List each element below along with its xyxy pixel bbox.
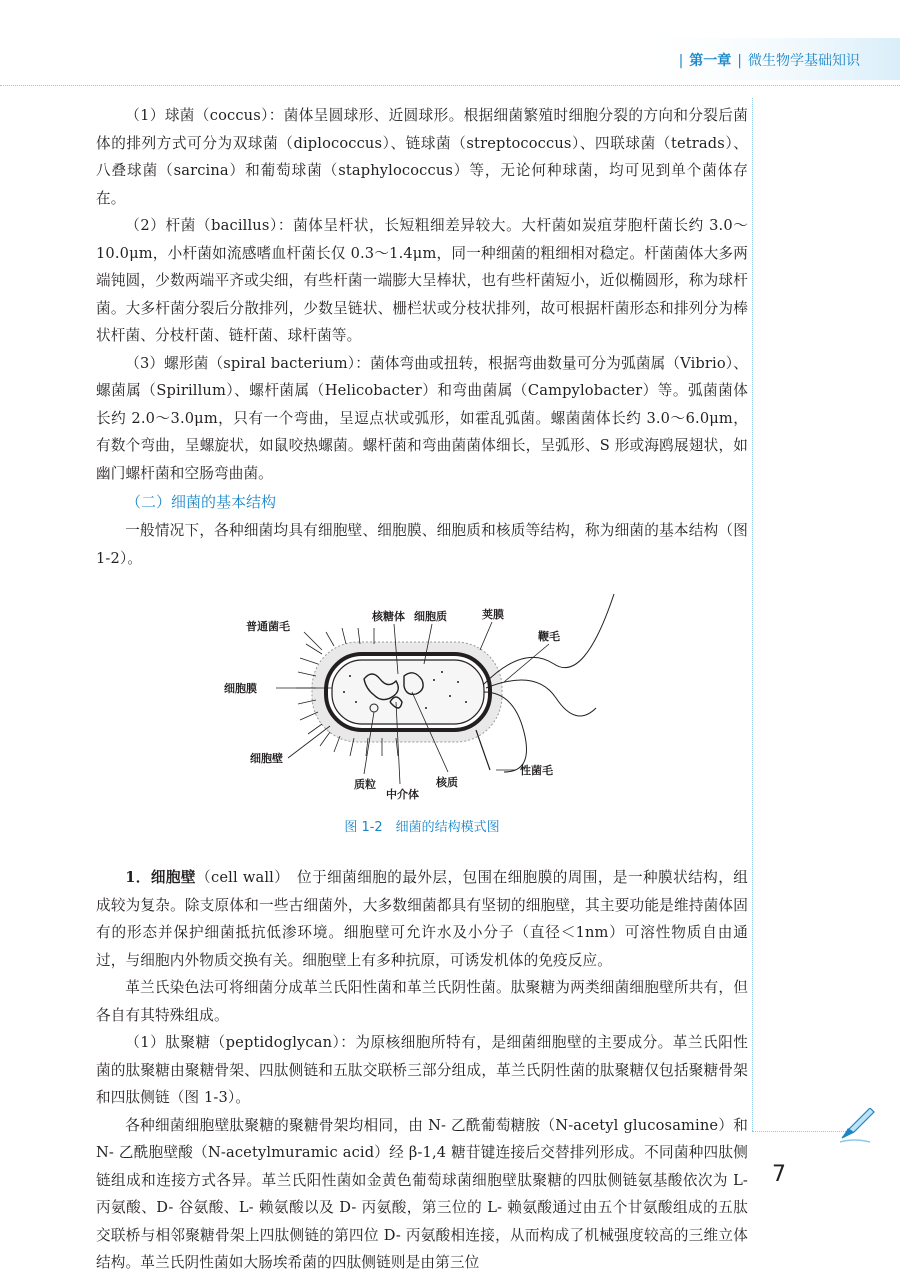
bacterium-diagram — [214, 584, 634, 812]
chapter-name: 微生物学基础知识 — [748, 53, 860, 69]
paragraph-spiral: （3）螺形菌（spiral bacterium）：菌体弯曲或扭转，根据弯曲数量可分为弧菌属（Vibrio）、螺菌属（Spirillum）、螺杆菌属（Helicobacter）和弯曲菌属（Campylobacter）等。弧菌菌体长约 2.0～3.0μm，只有一个弯曲，呈逗点状或弧形，如霍乱弧菌。螺菌菌体长约 3.0～6.0μm，有数个弯曲，呈螺旋状，如鼠咬热螺菌。螺杆菌和弯曲菌菌体细长，呈弧形、S 形或海鸥展翅状，如幽门螺杆菌和空肠弯曲菌。 — [96, 354, 748, 482]
page-number: 7 — [772, 1162, 786, 1187]
paragraph-glycan-backbone: 各种细菌细胞壁肽聚糖的聚糖骨架均相同，由 N- 乙酰葡萄糖胺（N-acetyl glucosamine）和 N- 乙酰胞壁酸（N-acetylmuramic acid）经 β-1,4 糖苷键连接后交替排列形成。不同菌种四肽侧链组成和连接方式各异。革兰氏阳性菌如金黄色葡萄球菌细胞壁肽聚糖的四肽侧链氨基酸依次为 L- 丙氨酸、D- 谷氨酸、L- 赖氨酸以及 D- 丙氨酸，第三位的 L- 赖氨酸通过由五个甘氨酸组成的五肽交联桥与相邻聚糖骨架上四肽侧链的第四位 D- 丙氨酸相连接，从而构成了机械强度较高的三维立体结构。革兰氏阴性菌如大肠埃希菌的四肽侧链则是由第三位 — [96, 1116, 748, 1271]
label-capsule: 荚膜 — [482, 608, 504, 621]
header-dotted-rule — [0, 85, 900, 86]
chapter-title — [673, 50, 860, 70]
label-pili: 普通菌毛 — [246, 620, 290, 633]
header-separator-left: | — [678, 53, 684, 69]
label-ribosome: 核糖体 — [372, 610, 405, 623]
margin-dotted-rule — [752, 98, 753, 1131]
cell-wall-text: （cell wall） 位于细菌细胞的最外层，包围在细胞膜的周围，是一种膜状结构，组成较为复杂。除支原体和一些古细菌外，大多数细菌都具有坚韧的细胞壁，其主要功能是维持菌体固有的形态并保护细菌抵抗低渗环境。细胞壁可允许水及小分子（直径＜1nm）可溶性物质自由通过，与细胞内外物质交换有关。细胞壁上有多种抗原，可诱发机体的免疫反应。 — [96, 869, 748, 969]
cell-wall-heading: 1．细胞壁 — [125, 869, 196, 886]
label-plasmid: 质粒 — [354, 778, 376, 791]
label-cytoplasm: 细胞质 — [414, 610, 447, 623]
paragraph-bacillus: （2）杆菌（bacillus）：菌体呈杆状，长短粗细差异较大。大杆菌如炭疽芽胞杆菌长约 3.0～10.0μm，小杆菌如流感嗜血杆菌长仅 0.3～1.4μm，同一种细菌的粗细相对稳定。杆菌菌体大多两端钝圆，少数两端平齐或尖细，有些杆菌一端膨大呈棒状，也有些杆菌短小，近似椭圆形，称为球杆菌。大多杆菌分裂后分散排列，少数呈链状、栅栏状或分枝状排列，故可根据杆菌形态和排列分为棒状杆菌、分枝杆菌、链杆菌、球杆菌等。 — [96, 217, 748, 344]
figure-caption: 图 1-2 细菌的结构模式图 — [344, 820, 500, 835]
label-flagella: 鞭毛 — [538, 630, 560, 643]
label-nucleoid: 核质 — [436, 776, 458, 789]
label-mesosome: 中介体 — [386, 788, 419, 801]
running-header — [0, 0, 900, 98]
footer-dotted-rule — [752, 1131, 850, 1132]
section-heading: （二）细菌的基本结构 — [126, 493, 277, 511]
page-body — [96, 102, 748, 1277]
label-sex-pilus: 性菌毛 — [520, 764, 553, 777]
paragraph-coccus: （1）球菌（coccus）：菌体呈圆球形、近圆球形。根据细菌繁殖时细胞分裂的方向和分裂后菌体的排列方式可分为双球菌（diplococcus）、链球菌（streptococcus）、四联球菌（tetrads）、八叠球菌（sarcina）和葡萄球菌（staphylococcus）等，无论何种球菌，均可见到单个菌体存在。 — [96, 107, 748, 207]
label-wall: 细胞壁 — [250, 752, 283, 765]
figure-bacterial-structure — [96, 584, 748, 846]
header-separator-right: | — [737, 53, 742, 69]
paragraph-gram-stain: 革兰氏染色法可将细菌分成革兰氏阳性菌和革兰氏阴性菌。肽聚糖为两类细菌细胞壁所共有，但各自有其特殊组成。 — [96, 979, 748, 1024]
chapter-label: 第一章 — [689, 53, 732, 69]
label-membrane: 细胞膜 — [224, 682, 257, 695]
pen-icon — [838, 1108, 878, 1144]
paragraph-cell-wall — [96, 864, 748, 974]
paragraph-basic-structure: 一般情况下，各种细菌均具有细胞壁、细胞膜、细胞质和核质等结构，称为细菌的基本结构（图 1-2）。 — [96, 522, 748, 567]
paragraph-peptidoglycan: （1）肽聚糖（peptidoglycan）：为原核细胞所特有，是细菌细胞壁的主要成分。革兰氏阳性菌的肽聚糖由聚糖骨架、四肽侧链和五肽交联桥三部分组成，革兰氏阴性菌的肽聚糖仅包括聚糖骨架和四肽侧链（图 1-3）。 — [96, 1034, 748, 1106]
